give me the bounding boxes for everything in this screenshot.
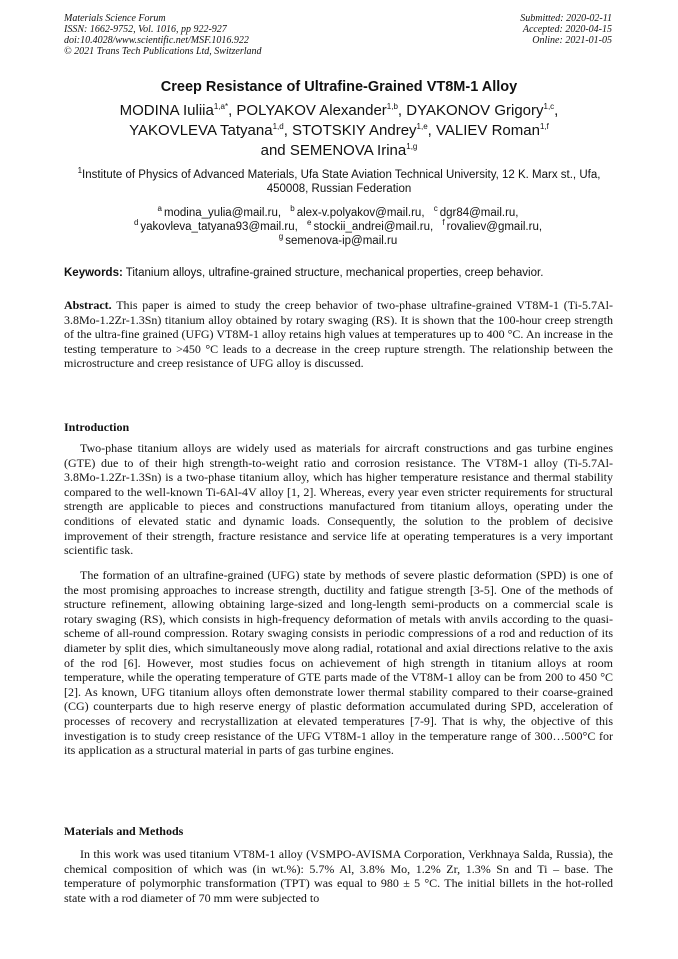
author-separator: , [283, 122, 293, 139]
author-separator: , [228, 102, 237, 119]
email-item[interactable]: $^c$ dgr84@mail.ru, [433, 204, 519, 219]
abstract-text: This paper is aimed to study the creep behavior of two-phase ultrafine-grained VT8M-1 (Ti-5.7Al- 3.8Mo-1.2Zr-1.3Sn) titanium alloy obtained by rotary swaging (RS). It is shown that the 100-hour creep strength of the ultra-fine grained (UFG) VT8M-1 alloy retains high values at temperatures up to 400 °C. An increase in the testing temperature to >450 °C leads to a decrease in the creep rupture strength. The relationship between the microstructure and creep resistance of UFG alloy is discussed. [64, 298, 613, 371]
keywords-label: Keywords: [64, 267, 123, 279]
author-separator: , [427, 122, 437, 139]
author-name: MODINA Iuliia [119, 102, 214, 119]
accepted-date: Accepted: 2020-04-15 [522, 24, 612, 35]
author-superscript: 1,e [416, 122, 428, 131]
email-item[interactable]: $^d$ yakovleva_tatyana93@mail.ru, [133, 218, 298, 233]
author-superscript: 1,f [539, 122, 549, 131]
email-item[interactable]: $^a$ modina_yulia@mail.ru, [157, 204, 282, 219]
affiliation-number: 1 [77, 166, 83, 176]
author-line-3 [40, 141, 638, 161]
affiliation [64, 168, 614, 196]
author-superscript: 1,a* [213, 102, 229, 111]
author-separator: , [397, 102, 407, 119]
author-conjunction: and [260, 142, 290, 159]
paper-title: Creep Resistance of Ultrafine-Grained VT8M-1 Alloy [160, 79, 518, 95]
publication-dates [520, 13, 612, 46]
email-item[interactable]: $^g$ semenova-ip@mail.ru [278, 232, 398, 247]
abstract-label: Abstract. [64, 298, 112, 312]
email-item[interactable]: $^e$ stockii_andrei@mail.ru, [307, 218, 434, 233]
email-line-1 [64, 206, 614, 220]
email-line-2 [64, 220, 614, 234]
journal-issn: ISSN: 1662-9752, Vol. 1016, pp 922-927 [64, 24, 227, 35]
affiliation-text: Institute of Physics of Advanced Materials, Ufa State Aviation Technical University, 12 K. Marx st., Ufa, 450008, Russian Federation [82, 169, 601, 195]
author-superscript: 1,c [543, 102, 555, 111]
introduction-heading: Introduction [64, 420, 130, 434]
journal-doi[interactable]: doi:10.4028/www.scientific.net/MSF.1016.922 [64, 35, 249, 46]
keywords-text: Titanium alloys, ultrafine-grained structure, mechanical properties, creep behavior. [122, 267, 544, 279]
journal-info [64, 13, 262, 57]
author-name: STOTSKIY Andrey [292, 122, 417, 139]
author-name: DYAKONOV Grigory [406, 102, 544, 119]
email-item[interactable]: $^f$ rovaliev@gmail.ru, [442, 218, 543, 233]
abstract [64, 298, 613, 371]
author-superscript: 1,d [272, 122, 284, 131]
methods-heading: Materials and Methods [64, 824, 184, 838]
author-name: YAKOVLEVA Tatyana [129, 122, 273, 139]
email-line-3 [64, 234, 614, 248]
author-line-1 [40, 101, 638, 121]
keywords [64, 267, 614, 279]
methods-paragraph-1: In this work was used titanium VT8M-1 alloy (VSMPO-AVISMA Corporation, Verkhnaya Salda, Russia), the chemical composition of which was (in wt.%): 5.7% Al, 3.8% Mo, 1.2% Zr, 1.3% Sn and Ti – base. The temperature of polymorphic transformation (TPT) was equal to 980 ± 5 °C. The initial billets in the hot-rolled state with a rod diameter of 70 mm were subjected to [64, 847, 613, 905]
email-item[interactable]: $^b$ alex-v.polyakov@mail.ru, [290, 204, 425, 219]
author-name: POLYAKOV Alexander [236, 102, 387, 119]
journal-copyright: © 2021 Trans Tech Publications Ltd, Switzerland [64, 46, 262, 57]
author-superscript: 1,b [386, 102, 398, 111]
author-emails [64, 206, 614, 248]
author-name: VALIEV Roman [436, 122, 540, 139]
author-separator: , [554, 102, 559, 119]
online-date: Online: 2021-01-05 [532, 35, 612, 46]
submitted-date: Submitted: 2020-02-11 [520, 13, 612, 24]
author-name: SEMENOVA Irina [289, 142, 407, 159]
author-superscript: 1,g [406, 142, 418, 151]
journal-name: Materials Science Forum [64, 13, 166, 24]
author-line-2 [40, 121, 638, 141]
introduction-paragraph-1: Two-phase titanium alloys are widely used as materials for aircraft constructions and gas turbine engines (GTE) due to of their high strength-to-weight ratio and corrosion resistance. The VT8M-1 alloy (Ti-5.7Al- 3.8Mo-1.2Zr-1.3Sn) is a two-phase titanium alloy, which has higher temperature resistance and thermal stability compared to the well-known Ti-6Al-4V alloy [1, 2]. Whereas, every year even stricter requirements for structural strength are applicable to pieces and constructions manufactured from titanium alloys, operating under the conditions of elevated static and dynamic loads. Consequently, the solution to the problem of decisive improvement of their strength, fracture resistance and service life at operating temperatures is a very important scientific task. [64, 441, 613, 558]
author-list [40, 101, 638, 161]
introduction-paragraph-2: The formation of an ultrafine-grained (UFG) state by methods of severe plastic deformation (SPD) is one of the most promising approaches to increase strength, ductility and fatigue strength [3-5]. One of the methods of structure refinement, allowing obtaining large-sized and long-length semi-products on a commercial scale is rotary swaging (RS), which consists in high-frequency deformation of metals with anvils according to the quasi-scheme of all-round compression. Rotary swaging consists in periodic compressions of a rod and reduction of its diameter by split dies, which simultaneously move along radial, rotational and axial directions relative to the axis of the rod [6]. However, most studies focus on achievement of high strength in titanium alloys at room temperature, while the operating temperature of GTE parts made of the VT8M-1 alloy can be from 200 to 450 °C [2]. As known, UFG titanium alloys often demonstrate lower thermal stability compared to their coarse-grained (CG) counterparts due to high reserve energy of plastic deformation accumulated during SPD, acceleration of processes of recovery and recrystallization at elevated temperatures [7-9]. That is why, the objective of this investigation is to study creep resistance of the UFG VT8M-1 alloy in the temperature range of 300…500°C for its application as a structural material in parts of gas turbine engines. [64, 568, 613, 758]
